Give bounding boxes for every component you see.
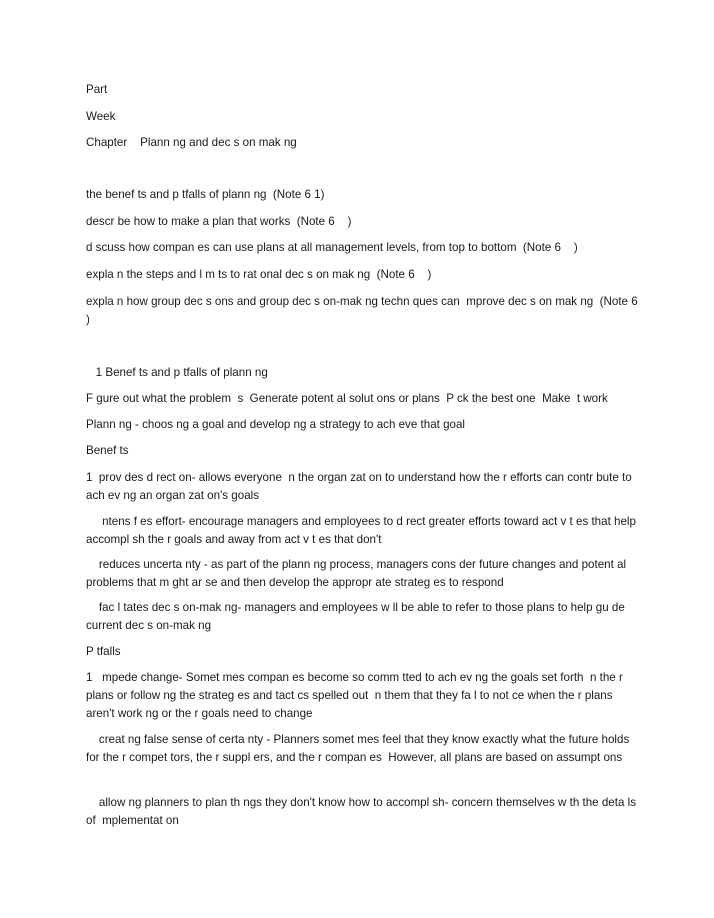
objective-item: descr be how to make a plan that works (Note 6 )	[86, 215, 352, 228]
chapter-title: Chapter Plann ng and dec s on mak ng	[86, 136, 297, 149]
planning-steps: F gure out what the problem s Generate potent al solut ons or plans P ck the best one Make t work	[86, 392, 608, 405]
objective-item: the benef ts and p tfalls of plann ng (Note 6 1)	[86, 188, 325, 201]
benefit-item: ntens f es effort- encourage managers and employees to d rect greater efforts toward act v t es that help accompl sh the r goals and away from act v t es that don't	[86, 515, 640, 546]
benefits-heading: Benef ts	[86, 444, 129, 457]
pitfall-item: allow ng planners to plan th ngs they don't know how to accompl sh- concern themselves w th the deta ls of mplementat on	[86, 796, 640, 827]
objective-item: expla n how group dec s ons and group dec s on-mak ng techn ques can mprove dec s on mak ng (Note 6 )	[86, 295, 651, 326]
pitfalls-heading: P tfalls	[86, 645, 121, 658]
benefit-item: reduces uncerta nty - as part of the plann ng process, managers cons der future changes and potent al problems that m ght ar se and then develop the appropr ate strateg es to respond	[86, 558, 630, 589]
benefit-item: 1 prov des d rect on- allows everyone n the organ zat on to understand how the r efforts can contr bute to ach ev ng an organ zat on's goals	[86, 471, 635, 502]
part-label: Part	[86, 83, 108, 96]
planning-definition: Plann ng - choos ng a goal and develop ng a strategy to ach eve that goal	[86, 418, 465, 431]
week-label: Week	[86, 110, 116, 123]
section-heading: 1 Benef ts and p tfalls of plann ng	[86, 366, 268, 379]
objective-item: d scuss how compan es can use plans at all management levels, from top to bottom (Note 6 )	[86, 241, 578, 254]
benefit-item: fac l tates dec s on-mak ng- managers and employees w ll be able to refer to those plans to help gu de current dec s on-mak ng	[86, 601, 629, 632]
pitfall-item: 1 mpede change- Somet mes compan es become so comm tted to ach ev ng the goals set forth n the r plans or follow ng the strateg es and tact cs spelled out n them that they fa l to not ce when the r plans aren't work ng or the r goals need to change	[86, 671, 627, 720]
objective-item: expla n the steps and l m ts to rat onal dec s on mak ng (Note 6 )	[86, 268, 432, 281]
pitfall-item: creat ng false sense of certa nty - Planners somet mes feel that they know exactly what the future holds for the r compet tors, the r suppl ers, and the r compan es However, all plans are based on assumpt ons	[86, 733, 633, 764]
